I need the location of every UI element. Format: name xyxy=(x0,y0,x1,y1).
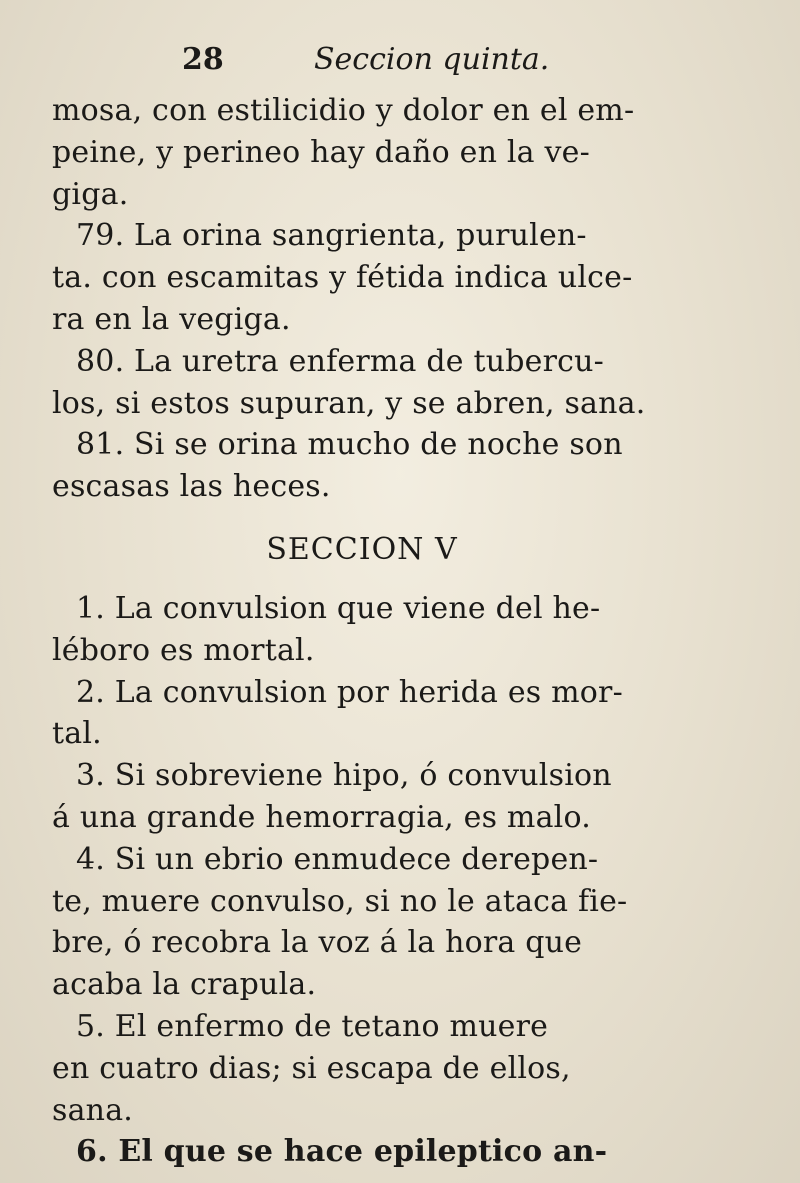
text-line: 1. La convulsion que viene del he- xyxy=(76,590,601,626)
text-line: 81. Si se orina mucho de noche son xyxy=(76,427,623,463)
text-before-section xyxy=(52,90,792,508)
text-line: 5. El enfermo de tetano muere xyxy=(76,1008,549,1044)
page-text xyxy=(52,42,792,1173)
text-line: acaba la crapula. xyxy=(52,967,317,1003)
text-line: 2. La convulsion por herida es mor- xyxy=(76,674,623,710)
section-title: SECCION V xyxy=(266,531,458,567)
text-line: 80. La uretra enferma de tubercu- xyxy=(76,343,604,379)
text-line: peine, y perineo hay daño en la ve- xyxy=(52,134,590,170)
text-line: 3. Si sobreviene hipo, ó convulsion xyxy=(76,758,612,794)
text-line: ra en la vegiga. xyxy=(52,301,291,337)
text-after-section xyxy=(52,588,792,1173)
text-line: sana. xyxy=(52,1092,134,1128)
page-number: 28 xyxy=(182,42,224,77)
text-line: mosa, con estilicidio y dolor en el em- xyxy=(52,93,635,128)
text-line: léboro es mortal. xyxy=(52,632,315,668)
text-line: á una grande hemorragia, es malo. xyxy=(52,799,591,835)
text-line: giga. xyxy=(52,176,129,212)
text-line: los, si estos supuran, y se abren, sana. xyxy=(52,385,646,421)
text-line: 79. La orina sangrienta, purulen- xyxy=(76,218,587,254)
text-line: ta. con escamitas y fétida indica ulce- xyxy=(52,260,633,296)
spacer xyxy=(52,508,792,528)
running-head: Seccion quinta. xyxy=(314,42,550,77)
text-line: tal. xyxy=(52,716,102,752)
text-line: bre, ó recobra la voz á la hora que xyxy=(52,925,583,961)
text-line: 4. Si un ebrio enmudece derepen- xyxy=(76,841,599,877)
page-header xyxy=(52,42,792,90)
text-line: en cuatro dias; si escapa de ellos, xyxy=(52,1050,571,1086)
spacer xyxy=(52,572,792,588)
text-line: escasas las heces. xyxy=(52,469,331,505)
text-line: te, muere convulso, si no le ataca fie- xyxy=(52,883,628,919)
text-line: 6. El que se hace epileptico an- xyxy=(76,1134,608,1170)
